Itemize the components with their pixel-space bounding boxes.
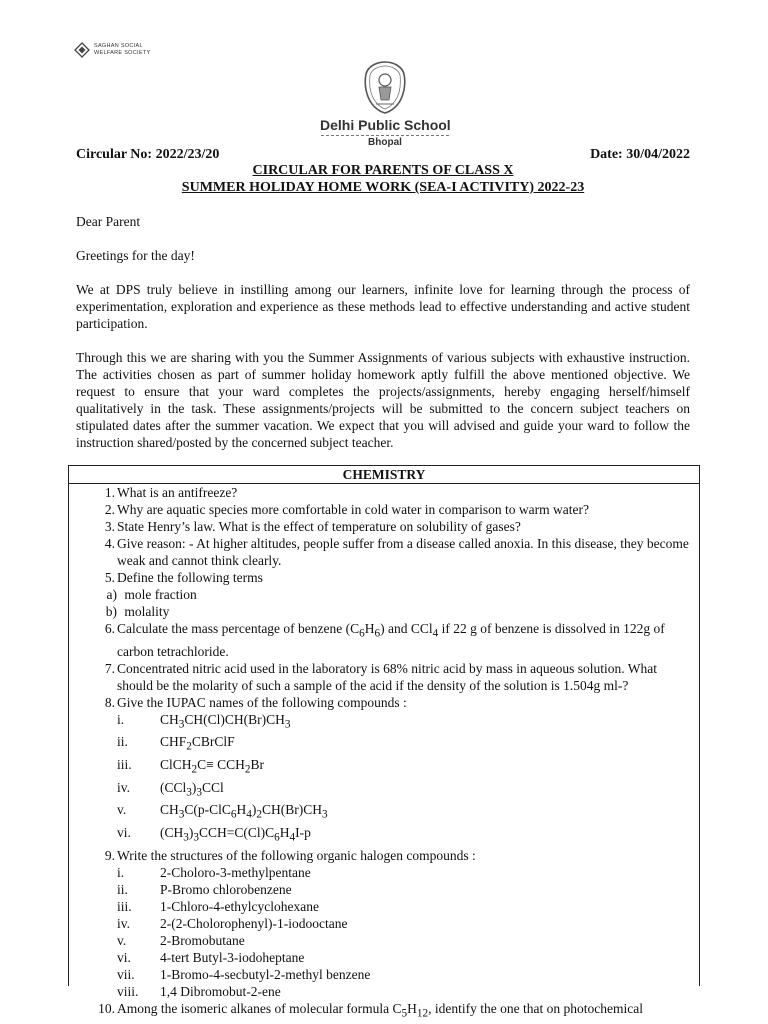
chemistry-table: [68, 465, 700, 1020]
circular-meta-row: [76, 147, 690, 163]
question-9-item: iii. 1-Chloro-4-ethylcyclohexane: [117, 898, 319, 914]
question-9-item: iv. 2-(2-Cholorophenyl)-1-iodooctane: [117, 915, 348, 931]
question-2: 2. Why are aquatic species more comfortable in cold water in comparison to warm water?: [104, 502, 589, 517]
school-logo: [320, 60, 450, 155]
question-8-item: v. $CH_3C(p-ClC_6H_4)_2CH(Br)CH_3$: [117, 802, 328, 822]
question-8-item: iv. $(CCl_3)_3CCl$: [117, 779, 224, 799]
circular-date: Date: 30/04/2022: [590, 147, 690, 162]
question-5: 5. Define the following terms: [104, 570, 263, 585]
society-logo: [74, 40, 164, 66]
question-10: 10. Among the isomeric alkanes of molecular formula $C_5H_{12}$, identify the one that on photochemical: [98, 1000, 643, 1020]
question-9-item: vi. 4-tert Butyl-3-iodoheptane: [117, 949, 305, 965]
question-7: 7. Concentrated nitric acid used in the laboratory is 68% nitric acid by mass in aqueous solution. What should be the molarity of such a sample of the acid if the density of the solution is 1.504g ml-?: [104, 660, 657, 693]
question-9-item: i. 2-Choloro-3-methylpentane: [117, 864, 311, 880]
question-5-item-b: b) molality: [105, 604, 170, 619]
question-9-item: viii. 1,4 Dibromobut-2-ene: [117, 983, 281, 999]
school-name-divider: [321, 135, 449, 136]
question-8-item: vi. $(CH_3)_3CCH=C(Cl)C_6H_4I-p$: [117, 825, 311, 844]
school-crest-icon: [360, 60, 410, 115]
society-emblem-icon: [74, 42, 90, 58]
question-9-item: ii. P-Bromo chlorobenzene: [117, 881, 292, 897]
society-logo-text: SAGHAN SOCIAL WELFARE SOCIETY: [94, 43, 151, 56]
question-9-item: v. 2-Bromobutane: [117, 932, 245, 948]
question-8-item: ii. $CHF_2CBrClF$: [117, 734, 235, 754]
intro-paragraph: We at DPS truly believe in instilling among our learners, infinite love for learning through the process of experimentation, exploration and experience as these methods lead to effective understanding and active student participation.: [76, 282, 690, 331]
circular-subtitle: SUMMER HOLIDAY HOME WORK (SEA-I ACTIVITY) 2022-23: [181, 180, 585, 195]
circular-number: Circular No: 2022/23/20: [76, 147, 220, 162]
greeting: Greetings for the day!: [76, 248, 195, 263]
question-5-item-a: a) mole fraction: [106, 587, 197, 602]
circular-title: CIRCULAR FOR PARENTS OF CLASS X: [252, 163, 514, 178]
question-4: 4. Give reason: - At higher altitudes, people suffer from a disease called anoxia. In this disease, they become weak and cannot think clearly.: [104, 536, 689, 568]
question-6: 6. Calculate the mass percentage of benzene $(C_6H_6)$ and CCl$_4$ if 22 g of benzene is dissolved in 122g of carbon tetrachloride.: [104, 621, 665, 659]
salutation: Dear Parent: [76, 214, 141, 229]
question-8: 8. Give the IUPAC names of the following compounds :: [104, 694, 407, 710]
chemistry-heading: CHEMISTRY: [69, 466, 699, 484]
instructions-paragraph: Through this we are sharing with you the Summer Assignments of various subjects with exhaustive instruction. The activities chosen as part of summer holiday homework aptly fulfill the above mentioned objective. We request to ensure that your ward completes the projects/assignments, hereby engaging herself/himself qualitatively in the task. These assignments/projects will be submitted to the concern subject teachers on stipulated dates after the summer vacation. We expect that you will advised and guide your ward to follow the instruction shared/posted by the concerned subject teacher.: [76, 350, 690, 450]
question-9: 9. Write the structures of the following organic halogen compounds :: [104, 847, 476, 863]
school-city: Bhopal: [368, 137, 402, 148]
question-8-item: i. $CH_3CH(Cl)CH(Br)CH_3$: [117, 711, 291, 731]
question-8-item: iii. ClCH$_2$C≡ $CCH_2Br$: [117, 757, 265, 776]
school-name: Delhi Public School: [320, 117, 451, 133]
question-1: 1. What is an antifreeze?: [104, 485, 238, 500]
chemistry-questions: [69, 484, 699, 1020]
question-3: 3. State Henry’s law. What is the effect of temperature on solubility of gases?: [104, 519, 521, 534]
question-9-item: vii. 1-Bromo-4-secbutyl-2-methyl benzene: [117, 966, 371, 982]
